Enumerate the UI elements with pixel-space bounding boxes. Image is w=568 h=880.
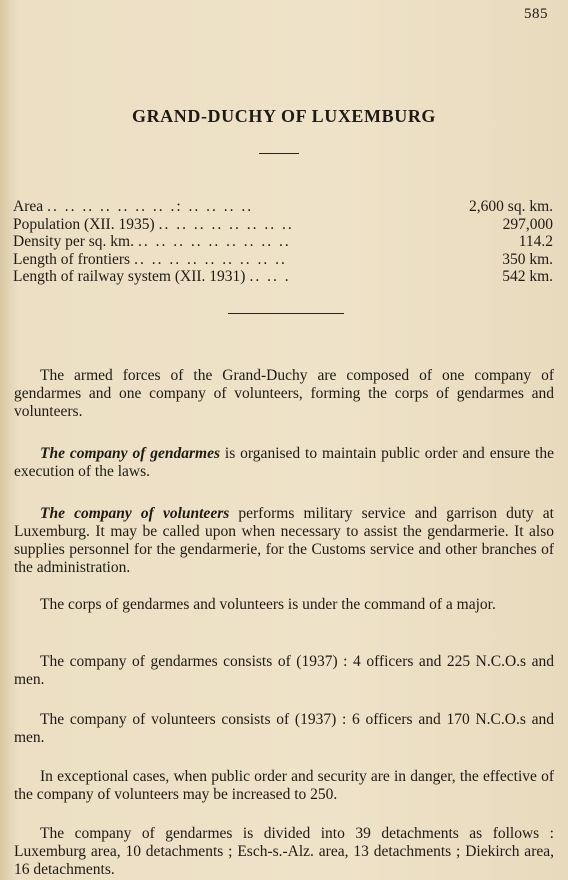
section-divider — [228, 313, 344, 314]
leader-dots: .. .. .. .. .. .. .. .: .. .. .. .. — [47, 198, 254, 215]
paragraph-company-gendarmes — [14, 445, 554, 481]
paragraph-armed-forces: The armed forces of the Grand-Duchy are composed of one company of gendarmes and one company of volunteers, forming the corps of gendarmes and volunteers. — [14, 366, 554, 420]
leader-dots: .. .. .. .. .. .. .. .. .. — [137, 233, 291, 250]
paragraph-exceptional-cases: In exceptional cases, when public order and security are in danger, the effective of the company of volunteers may be increased to 250. — [14, 767, 554, 803]
paragraph-text: is organised to maintain public order and ensure the execution of the laws. — [14, 444, 554, 480]
leader-dots: .. .. . — [249, 268, 291, 285]
page-title: GRAND-DUCHY OF LUXEMBURG — [131, 106, 437, 126]
stat-row-frontiers — [13, 251, 553, 269]
stat-label: Length of frontiers — [13, 250, 131, 268]
paragraph-company-volunteers — [14, 505, 554, 577]
paragraph-command: The corps of gendarmes and volunteers is under the command of a major. — [40, 595, 496, 613]
page-number: 585 — [524, 6, 548, 22]
stat-row-density — [13, 233, 553, 251]
paragraph-volunteers-strength: The company of volunteers consists of (1937) : 6 officers and 170 N.C.O.s and men. — [14, 710, 554, 746]
stat-value: 297,000 — [502, 215, 553, 233]
paragraph-heading: The company of volunteers — [40, 504, 230, 522]
paragraph-heading: The company of gendarmes — [40, 444, 221, 462]
stat-label: Length of railway system (XII. 1931) — [13, 268, 246, 285]
stat-value: 542 km. — [502, 268, 553, 285]
title-divider — [259, 153, 299, 154]
paragraph-detachments: The company of gendarmes is divided into 39 detachments as follows : Luxemburg area, 10 detachments ; Esch-s.-Alz. area, 13 detachments ; Diekirch area, 16 detachments. — [14, 824, 554, 878]
stat-value: 2,600 sq. km. — [469, 198, 553, 215]
leader-dots: .. .. .. .. .. .. .. .. .. — [134, 250, 287, 268]
stat-row-area — [13, 198, 553, 216]
statistics-table — [13, 198, 553, 286]
stat-row-population — [13, 216, 553, 234]
paragraph-text: performs military service and garrison duty at Luxemburg. It may be called upon when necessary to assist the gendarmerie. It also supplies personnel for the gendarmerie, for the Customs service and other branches of the administration. — [14, 504, 554, 576]
stat-value: 350 km. — [502, 250, 553, 268]
stat-row-railway — [13, 268, 553, 286]
leader-dots: .. .. .. .. .. .. .. .. — [158, 215, 294, 233]
stat-value: 114.2 — [518, 233, 553, 250]
stat-label: Population (XII. 1935) — [13, 215, 155, 233]
paragraph-gendarmes-strength: The company of gendarmes consists of (1937) : 4 officers and 225 N.C.O.s and men. — [14, 652, 554, 688]
stat-label: Density per sq. km. — [13, 233, 134, 250]
stat-label: Area — [13, 198, 44, 215]
